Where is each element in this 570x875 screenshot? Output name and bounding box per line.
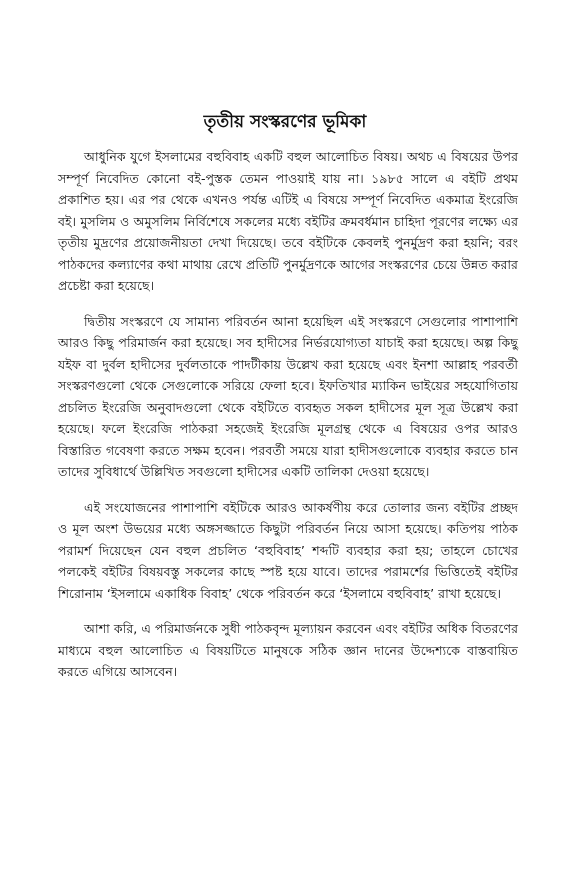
preface-body [58, 146, 518, 697]
paragraph-1: আধুনিক যুগে ইসলামের বহুবিবাহ একটি বহুল আলোচিত বিষয়। অথচ এ বিষয়ের উপর সম্পূর্ণ নিবেদিত কোনো বই-পুস্তক তেমন পাওয়াই যায় না। ১৯৮৫ সালে এ বইটি প্রথম প্রকাশিত হয়। এর পর থেকে এখনও পর্যন্ত এটিই এ বিষয়ে সম্পূর্ণ নিবেদিত একমাত্র ইংরেজি বই। মুসলিম ও অমুসলিম নির্বিশেষে সকলের মধ্যে বইটির ক্রমবর্ধমান চাহিদা পূরণের লক্ষ্যে এর তৃতীয় মুদ্রণের প্রয়োজনীয়তা দেখা দিয়েছে। তবে বইটিকে কেবলই পুনর্মুদ্রণ করা হয়নি; বরং পাঠকদের কল্যাণের কথা মাথায় রেখে প্রতিটি পুনর্মুদ্রণকে আগের সংস্করণের চেয়ে উন্নত করার প্রচেষ্টা করা হয়েছে। [58, 149, 518, 293]
page-title: তৃতীয় সংস্করণের ভূমিকা [203, 112, 367, 132]
paragraph-4: আশা করি, এ পরিমার্জনকে সুধী পাঠকবৃন্দ মূল্যায়ন করবেন এবং বইটির অধিক বিতরণের মাধ্যমে বহুল আলোচিত এ বিষয়টিতে মানুষকে সঠিক জ্ঞান দানের উদ্দেশ্যকে বাস্তবায়িত করতে এগিয়ে আসবেন। [58, 621, 518, 679]
paragraph-2: দ্বিতীয় সংস্করণে যে সামান্য পরিবর্তন আনা হয়েছিল এই সংস্করণে সেগুলোর পাশাপাশি আরও কিছু পরিমার্জন করা হয়েছে। সব হাদীসের নির্ভরযোগ্যতা যাচাই করা হয়েছে। অল্প কিছু যইফ বা দুর্বল হাদীসের দুর্বলতাকে পাদটীকায় উল্লেখ করা হয়েছে এবং ইনশা আল্লাহ পরবর্তী সংস্করণগুলো থেকে সেগুলোকে সরিয়ে ফেলা হবে। ইফতিখার ম্যাকিন ভাইয়ের সহযোগিতায় প্রচলিত ইংরেজি অনুবাদগুলো থেকে বইটিতে ব্যবহৃত সকল হাদীসের মূল সূত্র উল্লেখ করা হয়েছে। ফলে ইংরেজি পাঠকরা সহজেই ইংরেজি মূলগ্রন্থ থেকে এ বিষয়ের ওপর আরও বিস্তারিত গবেষণা করতে সক্ষম হবেন। পরবর্তী সময়ে যারা হাদীসগুলোকে ব্যবহার করতে চান তাদের সুবিধার্থে উল্লিখিত সবগুলো হাদীসের একটি তালিকা দেওয়া হয়েছে। [58, 313, 518, 479]
paragraph-3: এই সংযোজনের পাশাপাশি বইটিকে আরও আকর্ষণীয় করে তোলার জন্য বইটির প্রচ্ছদ ও মূল অংশ উভয়ের মধ্যে অঙ্গসজ্জাতে কিছুটা পরিবর্তন নিয়ে আসা হয়েছে। কতিপয় পাঠক পরামর্শ দিয়েছেন যেন বহুল প্রচলিত ‘বহুবিবাহ’ শব্দটি ব্যবহার করা হয়; তাহলে চোখের পলকেই বইটির বিষয়বস্তু সকলের কাছে স্পষ্ট হয়ে যাবে। তাদের পরামর্শের ভিত্তিতেই বইটির শিরোনাম ‘ইসলামে একাধিক বিবাহ’ থেকে পরিবর্তন করে ‘ইসলামে বহুবিবাহ’ রাখা হয়েছে। [58, 499, 518, 601]
